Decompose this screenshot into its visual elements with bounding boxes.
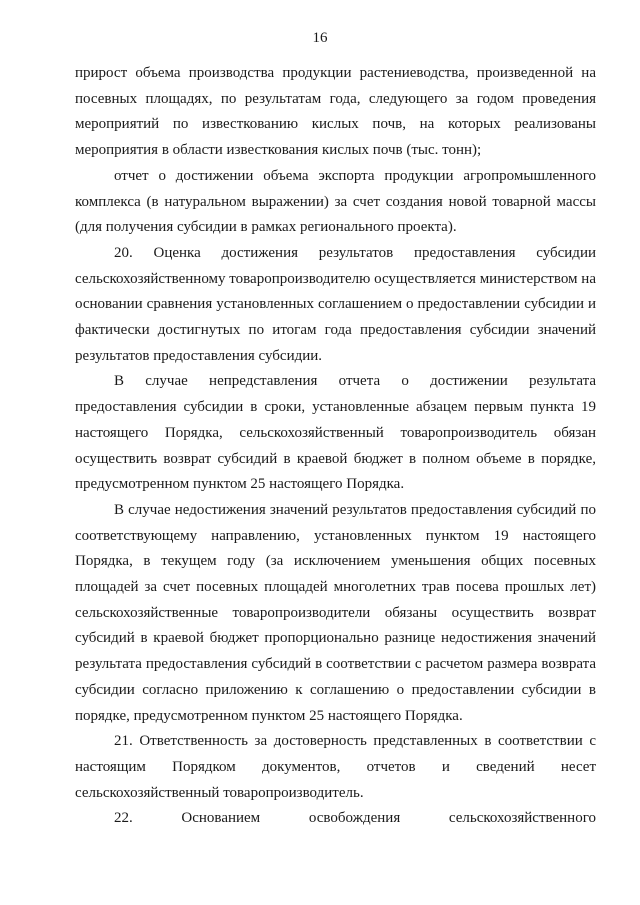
paragraph-22-grounds: 22. Основанием освобождения сельскохозяйственного	[114, 810, 596, 827]
paragraph-export-report: отчет о достижении объема экспорта продукции агропромышленного комплекса (в натуральном выражении) за счет создания новой товарной массы (для получения субсидии в рамках регионального проекта).	[75, 167, 596, 236]
paragraph-21-responsibility: 21. Ответственность за достоверность представленных в соответствии с настоящим Порядком документов, отчетов и сведений несет сельскохозяйственный товаропроизводитель.	[75, 733, 596, 801]
document-body	[75, 61, 596, 832]
page-number: 16	[312, 30, 328, 46]
paragraph-report-not-submitted: В случае непредставления отчета о достижении результата предоставления субсидии в сроки, установленные абзацем первым пункта 19 настоящего Порядка, сельскохозяйственный товаропроизводитель обязан осуществить возврат субсидий в краевой бюджет в полном объеме в порядке, предусмотренном пунктом 25 настоящего Порядка.	[75, 373, 596, 493]
paragraph-results-not-achieved: В случае недостижения значений результатов предоставления субсидий по соответствующему направлению, установленных пунктом 19 настоящего Порядка, в текущем году (за исключением уменьшения общих посевных площадей за счет посевных площадей многолетних трав посева прошлых лет) сельскохозяйственные товаропроизводители обязаны осуществить возврат субсидий в краевой бюджет пропорционально разнице недостижения значений результата предоставления субсидий в соответствии с расчетом размера возврата субсидии согласно приложению к соглашению о предоставлении субсидии в порядке, предусмотренном пунктом 25 настоящего Порядка.	[75, 501, 596, 724]
paragraph-20-evaluation: 20. Оценка достижения результатов предоставления субсидии сельскохозяйственному товаропроизводителю осуществляется министерством на основании сравнения установленных соглашением о предоставлении субсидии и фактически достигнутых по итогам года предоставления субсидии значений результатов предоставления субсидии.	[75, 244, 596, 364]
paragraph-crop-growth: прирост объема производства продукции растениеводства, произведенной на посевных площадях, по результатам года, следующего за годом проведения мероприятий по известкованию кислых почв, на которых реализованы мероприятия в области известкования кислых почв (тыс. тонн);	[75, 65, 596, 159]
